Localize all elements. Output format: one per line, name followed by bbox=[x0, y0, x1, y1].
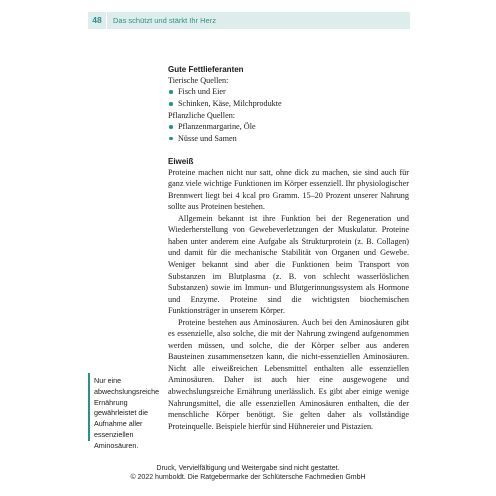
protein-paragraph-1: Proteine machen nicht nur satt, ohne dick zu machen, sie sind auch für ganz viele wichtige Funktionen im Körper essenziell. Ihr physiologischer Brennwert liegt bei 4 kcal pro Gramm. 15–20 Prozent unserer Nahrung sollte aus Proteinen bestehen. bbox=[168, 167, 409, 212]
margin-note-text: Nur eine abwechslungsreiche Ernährung gewährleistet die Aufnahme aller essenziellen Aminosäuren. bbox=[94, 376, 160, 450]
page-number: 48 bbox=[88, 12, 107, 29]
protein-paragraph-3: Proteine bestehen aus Aminosäuren. Auch bei den Aminosäuren gibt es essenzielle, also solche, die mit der Nahrung zwingend aufgenommen werden müssen, und solche, die der Körper selber aus anderen Bausteinen zusammensetzen kann, die nicht-essenziellen Aminosäuren. Nicht alle eiweißreichen Lebensmittel enthalten alle essenziellen Aminosäuren. Daher ist auch hier eine ausgewogene und abwechslungsreiche Ernährung unerlässlich. Es gibt aber einige wenige Nahrungsmittel, die alle essenziellen Aminosäuren enthalten, die der menschliche Körper benötigt. Sie gelten daher als vollständige Proteinquelle. Beispiele hierfür sind Hühnereier und Pistazien. bbox=[168, 317, 409, 431]
list-item: Pflanzenmargarine, Öle bbox=[168, 121, 409, 133]
protein-heading: Eiweiß bbox=[168, 156, 194, 166]
footer-line-2: © 2022 humboldt. Die Ratgebermarke der Schlütersche Fachmedien GmbH bbox=[130, 474, 366, 481]
plant-sources-list bbox=[168, 121, 409, 145]
list-item: Nüsse und Samen bbox=[168, 133, 409, 145]
copyright-footer bbox=[0, 464, 496, 482]
running-header bbox=[88, 12, 410, 29]
main-content bbox=[168, 64, 409, 432]
animal-sources-list bbox=[168, 86, 409, 110]
plant-sources-label: Pflanzliche Quellen: bbox=[168, 110, 236, 120]
list-item: Fisch und Eier bbox=[168, 86, 409, 98]
fat-sources-heading: Gute Fettlieferanten bbox=[168, 65, 244, 74]
running-title: Das schützt und stärkt Ihr Herz bbox=[113, 16, 216, 25]
animal-sources-label: Tierische Quellen: bbox=[168, 76, 229, 85]
margin-note bbox=[88, 373, 160, 450]
footer-line-1: Druck, Vervielfältigung und Weitergabe sind nicht gestattet. bbox=[156, 465, 340, 472]
list-item: Schinken, Käse, Milchprodukte bbox=[168, 98, 409, 110]
protein-paragraph-2: Allgemein bekannt ist ihre Funktion bei der Regeneration und Wiederherstellung von Gewebeverletzungen der Muskulatur. Proteine haben unter anderem eine Aufgabe als Strukturprotein (z. B. Collagen) und damit für die mechanische Stabilität von Organen und Gewebe. Weniger bekannt sind aber die Funktionen beim Transport von Substanzen im Blutplasma (z. B. von schlecht wasserlöslichen Substanzen) sowie im Immun- und Blutgerinnungssystem als Hormone und Enzyme. Proteine sind die wichtigsten biochemischen Funktionsträger in unserem Körper. bbox=[168, 213, 409, 316]
